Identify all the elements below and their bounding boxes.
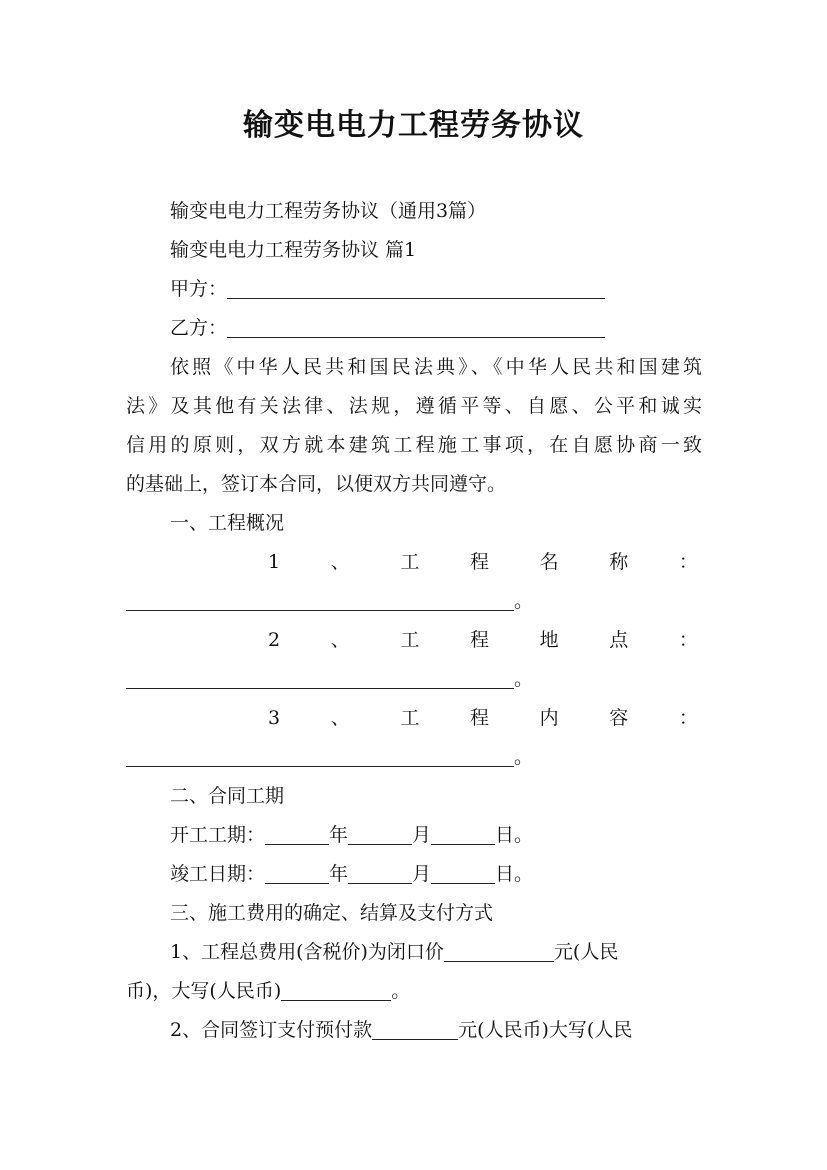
end-date-label: 竣工日期： (170, 863, 266, 885)
total-fee-words-blank (281, 980, 391, 1001)
party-b-blank (227, 317, 605, 338)
party-b-line (170, 316, 702, 340)
project-location-blank-row: 。 (126, 667, 533, 691)
section1-heading: 一、工程概况 (170, 512, 285, 534)
total-fee-blank (444, 941, 554, 962)
start-date-label: 开工工期： (170, 824, 266, 846)
end-month-blank (348, 863, 412, 884)
project-name-blank-row: 。 (126, 589, 533, 613)
project-location-label: 2 、 工 程 地 点 ： (268, 629, 698, 651)
document-title: 输变电电力工程劳务协议 (243, 108, 584, 143)
preamble-line: 的基础上，签订本合同，以便双方共同遵守。 (126, 473, 507, 495)
preamble-line: 依照《中华人民共和国民法典》、《中华人民共和国建筑 (170, 356, 702, 378)
party-a-blank (227, 278, 605, 299)
start-year-blank (265, 824, 329, 845)
document-subtitle: 输变电电力工程劳务协议（通用3篇） (170, 200, 487, 222)
end-year-blank (265, 863, 329, 884)
project-location-blank (126, 668, 514, 689)
section2-heading: 二、合同工期 (170, 785, 285, 807)
preamble-line: 法》及其他有关法律、法规，遵循平等、自愿、公平和诚实 (126, 395, 702, 417)
project-content-blank-row: 。 (126, 745, 533, 769)
party-a-label: 甲方： (170, 278, 228, 300)
end-day-blank (431, 863, 495, 884)
party-b-label: 乙方： (170, 317, 228, 339)
start-date-line: 开工工期： 年 月 日。 (170, 824, 534, 846)
preamble-line: 信用的原则，双方就本建筑工程施工事项，在自愿协商一致 (126, 434, 702, 456)
start-day-blank (431, 824, 495, 845)
clause1-line-2: 币)，大写(人民币) 。 (126, 980, 411, 1002)
article-heading: 输变电电力工程劳务协议 篇1 (170, 239, 417, 261)
project-name-blank (126, 590, 514, 611)
section3-heading: 三、施工费用的确定、结算及支付方式 (170, 902, 494, 924)
start-month-blank (348, 824, 412, 845)
project-content-blank (126, 746, 514, 767)
party-a-line (170, 277, 702, 301)
clause2-line: 2、合同签订支付预付款 元(人民币)大写(人民 (170, 1019, 633, 1041)
prepayment-blank (372, 1019, 458, 1040)
project-name-label: 1 、 工 程 名 称 ： (268, 551, 698, 573)
project-content-label: 3 、 工 程 内 容 ： (268, 707, 698, 729)
end-date-line: 竣工日期： 年 月 日。 (170, 863, 534, 885)
clause1-line: 1、工程总费用(含税价)为闭口价 元(人民 (170, 941, 619, 963)
